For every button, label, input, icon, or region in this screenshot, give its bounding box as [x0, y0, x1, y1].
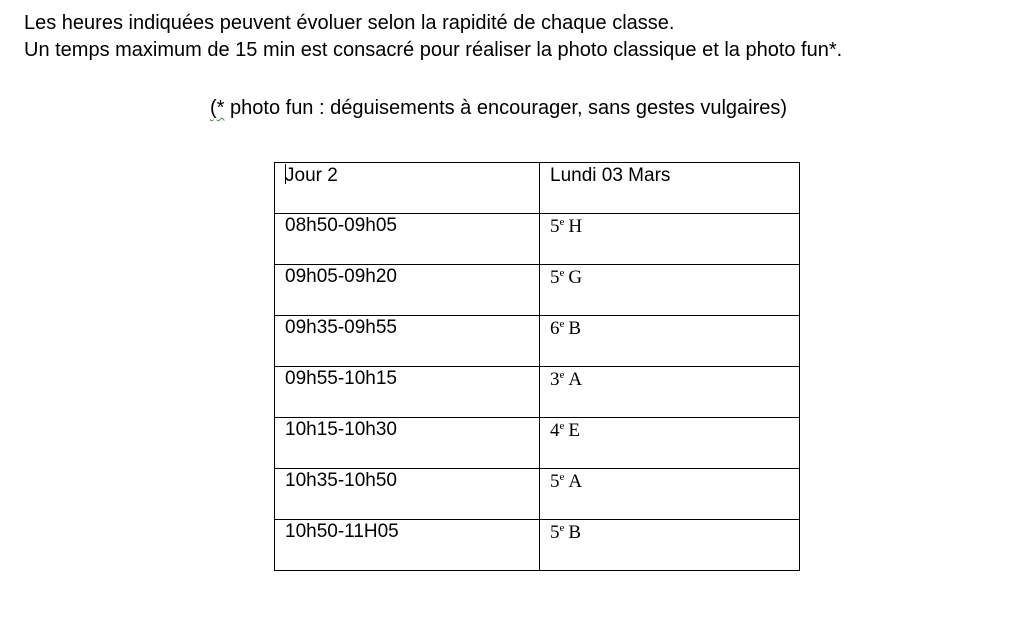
table-row: [275, 418, 800, 469]
time-slot-cell[interactable]: [275, 367, 540, 418]
class-cell[interactable]: [540, 316, 800, 367]
class-level: 5: [550, 267, 560, 288]
note-open-paren: (: [210, 97, 217, 119]
class-cell[interactable]: [540, 418, 800, 469]
class-cell[interactable]: [540, 265, 800, 316]
intro-line-2: Un temps maximum de 15 min est consacré pour réaliser la photo classique et la photo fun*.: [24, 39, 843, 61]
class-letter: B: [568, 522, 582, 543]
table-row: [275, 520, 800, 571]
class-level-suffix: e: [559, 471, 565, 483]
class-cell[interactable]: [540, 469, 800, 520]
time-slot: 08h50-09h05: [285, 215, 397, 236]
class-level: 5: [550, 522, 560, 543]
class-letter: B: [568, 318, 582, 339]
class-level: 5: [550, 216, 560, 237]
time-slot: 10h35-10h50: [285, 470, 397, 491]
class-level-suffix: e: [559, 216, 565, 228]
time-slot-cell[interactable]: [275, 214, 540, 265]
class-cell[interactable]: [540, 367, 800, 418]
time-slot-cell[interactable]: [275, 316, 540, 367]
class-level: 4: [550, 420, 560, 441]
time-slot-cell[interactable]: [275, 418, 540, 469]
class-letter: E: [568, 420, 580, 441]
time-slot: 09h35-09h55: [285, 317, 397, 338]
class-letter: H: [568, 216, 583, 237]
schedule-table: [274, 162, 800, 571]
table-header-row: [275, 163, 800, 214]
table-row: [275, 367, 800, 418]
header-day: Jour 2: [285, 165, 338, 186]
intro-text: [24, 10, 842, 64]
class-level: 6: [550, 318, 560, 339]
class-level: 5: [550, 471, 560, 492]
class-letter: A: [568, 369, 583, 390]
time-slot: 09h05-09h20: [285, 266, 397, 287]
class-cell[interactable]: [540, 520, 800, 571]
table-row: [275, 469, 800, 520]
class-cell[interactable]: [540, 214, 800, 265]
time-slot: 10h50-11H05: [285, 521, 399, 542]
class-letter: A: [568, 471, 583, 492]
header-day-cell[interactable]: [275, 163, 540, 214]
class-level: 3: [550, 369, 560, 390]
class-level-suffix: e: [559, 369, 565, 381]
table-row: [275, 316, 800, 367]
table-row: [275, 265, 800, 316]
note-text: photo fun : déguisements à encourager, sans gestes vulgaires): [224, 97, 788, 119]
time-slot: 10h15-10h30: [285, 419, 397, 440]
time-slot-cell[interactable]: [275, 265, 540, 316]
class-level-suffix: e: [559, 318, 565, 330]
header-date: Lundi 03 Mars: [550, 165, 671, 186]
photo-fun-note: [210, 95, 787, 122]
class-level-suffix: e: [559, 522, 565, 534]
time-slot-cell[interactable]: [275, 469, 540, 520]
time-slot: 09h55-10h15: [285, 368, 397, 389]
class-letter: G: [568, 267, 583, 288]
spellcheck-marked-text: [210, 97, 224, 119]
time-slot-cell[interactable]: [275, 520, 540, 571]
header-date-cell[interactable]: [540, 163, 800, 214]
note-asterisk: *: [216, 97, 225, 119]
intro-line-1: Les heures indiquées peuvent évoluer selon la rapidité de chaque classe.: [24, 12, 675, 34]
class-level-suffix: e: [559, 267, 565, 279]
table-row: [275, 214, 800, 265]
class-level-suffix: e: [559, 420, 565, 432]
